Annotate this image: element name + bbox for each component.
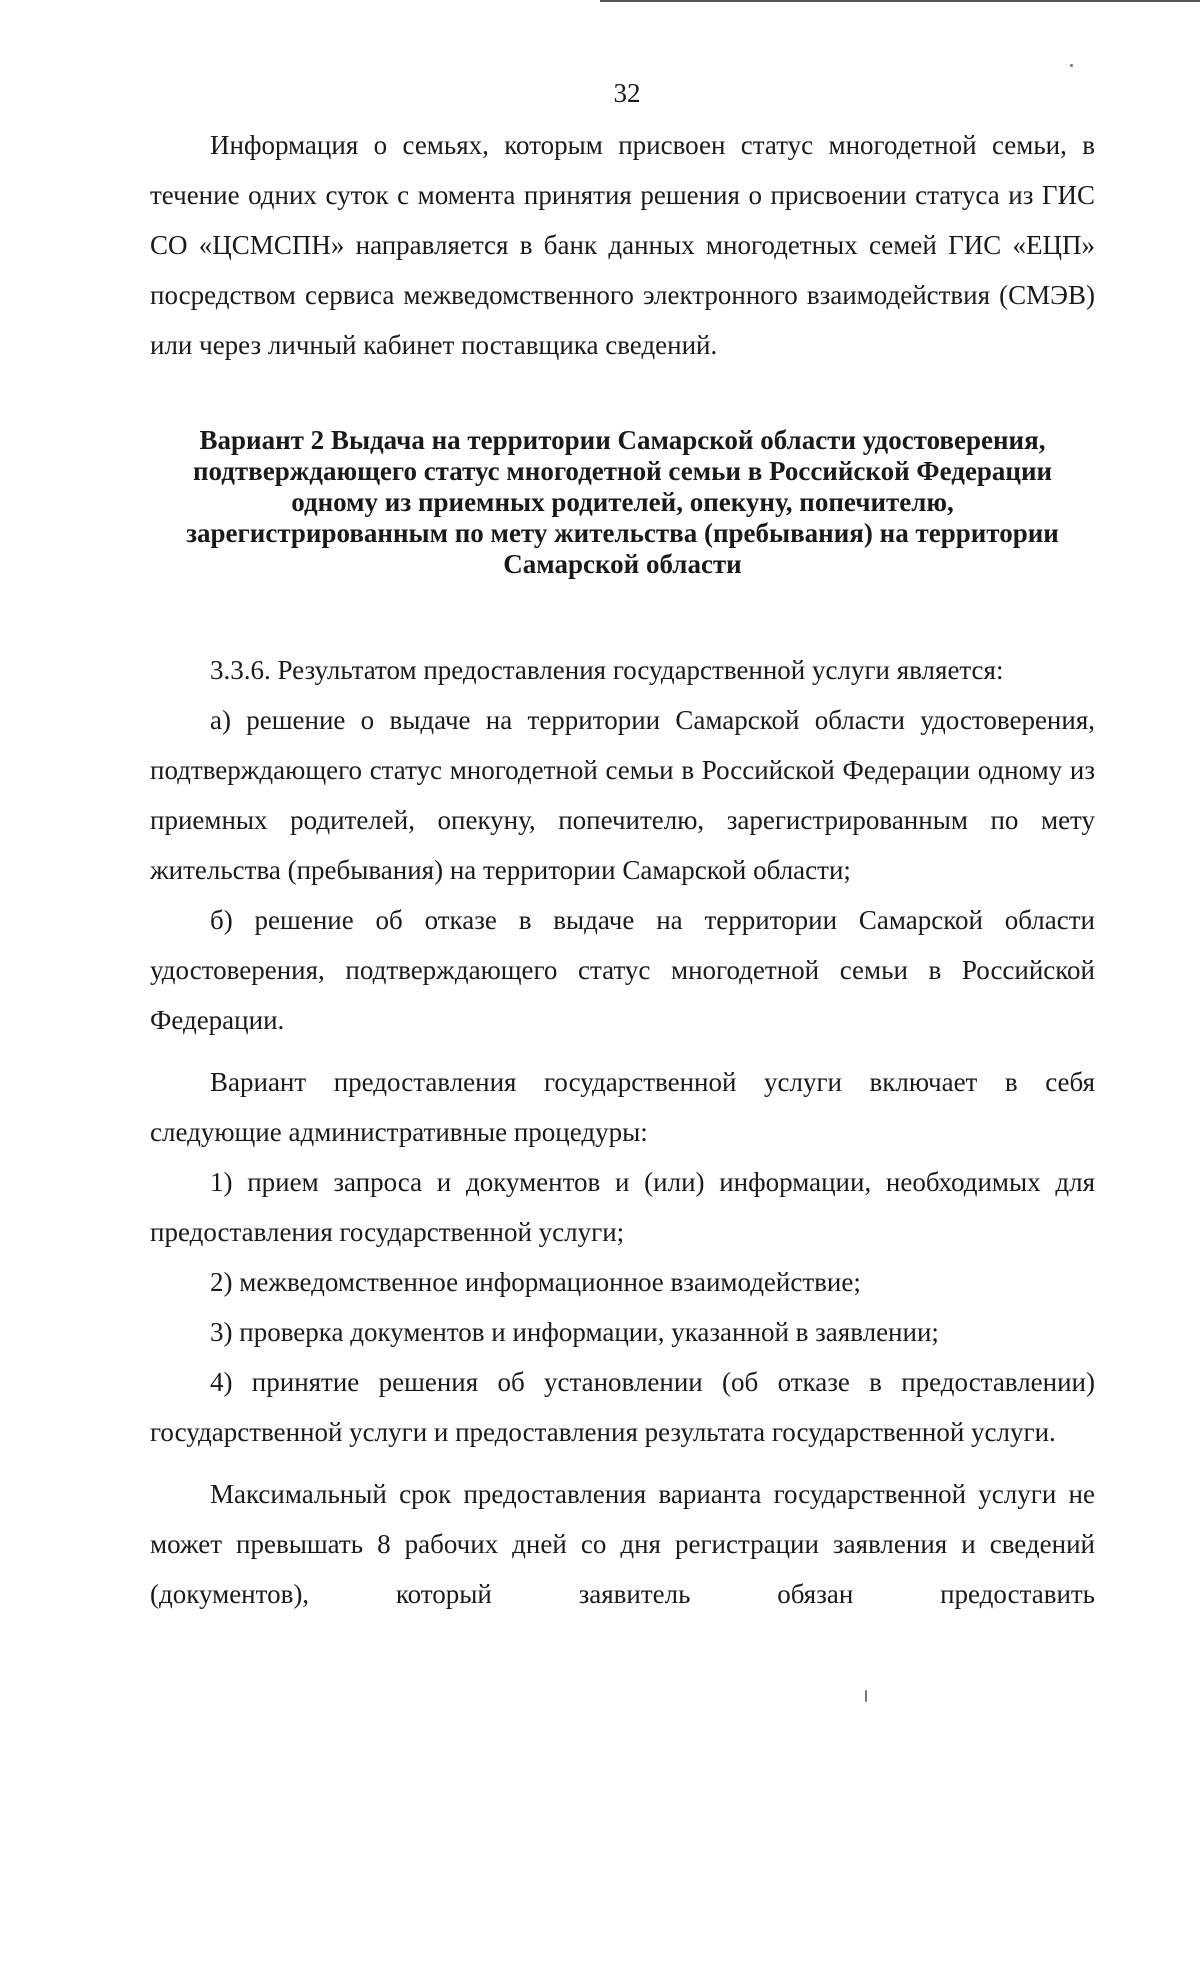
heading-line: зарегистрированным по мету жительства (пребывания) на территории [186, 518, 1059, 548]
page-number: 32 [613, 78, 641, 108]
scan-speck [1070, 64, 1073, 67]
paragraph-max-term: Максимальный срок предоставления варианта государственной услуги не может превышать 8 рабочих дней со дня регистрации заявления и сведений (документов), который заявитель обязан предоставить [150, 1479, 1095, 1609]
paragraph-result-b: б) решение об отказе в выдаче на территории Самарской области удостоверения, подтверждающего статус многодетной семьи в Российской Федерации. [150, 905, 1095, 1035]
paragraph-procedure-3: 3) проверка документов и информации, указанной в заявлении; [210, 1317, 939, 1347]
paragraph-intro: Информация о семьях, которым присвоен статус многодетной семьи, в течение одних суток с момента принятия решения о присвоении статуса из ГИС СО «ЦСМСПН» направляется в банк данных многодетных семей ГИС «ЕЦП» посредством сервиса межведомственного электронного взаимодействия (СМЭВ) или через личный кабинет поставщика сведений. [150, 130, 1095, 360]
intro-block [150, 120, 1095, 370]
paragraph-result-a: а) решение о выдаче на территории Самарской области удостоверения, подтверждающего статус многодетной семьи в Российской Федерации одному из приемных родителей, опекуну, попечителю, зарегистрированным по мету жительства (пребывания) на территории Самарской области; [150, 705, 1095, 885]
heading-line: Самарской области [503, 549, 742, 579]
paragraph-procedure-2: 2) межведомственное информационное взаимодействие; [210, 1267, 861, 1297]
heading-line: подтверждающего статус многодетной семьи в Российской Федерации [192, 456, 1053, 486]
heading-line: одному из приемных родителей, опекуну, попечителю, [291, 487, 954, 517]
scan-edge-line [600, 0, 1200, 2]
paragraph-procedure-4: 4) принятие решения об установлении (об отказе в предоставлении) государственной услуги и предоставления результата государственной услуги. [150, 1367, 1095, 1447]
section-heading [150, 425, 1095, 580]
scan-speck [865, 1690, 867, 1702]
main-body [150, 645, 1095, 1619]
paragraph-procedure-1: 1) прием запроса и документов и (или) информации, необходимых для предоставления государственной услуги; [150, 1167, 1095, 1247]
paragraph-procedures-intro: Вариант предоставления государственной услуги включает в себя следующие административные процедуры: [150, 1067, 1095, 1147]
heading-line: Вариант 2 Выдача на территории Самарской области удостоверения, [199, 425, 1046, 455]
paragraph-3-3-6: 3.3.6. Результатом предоставления государственной услуги является: [210, 655, 1004, 685]
